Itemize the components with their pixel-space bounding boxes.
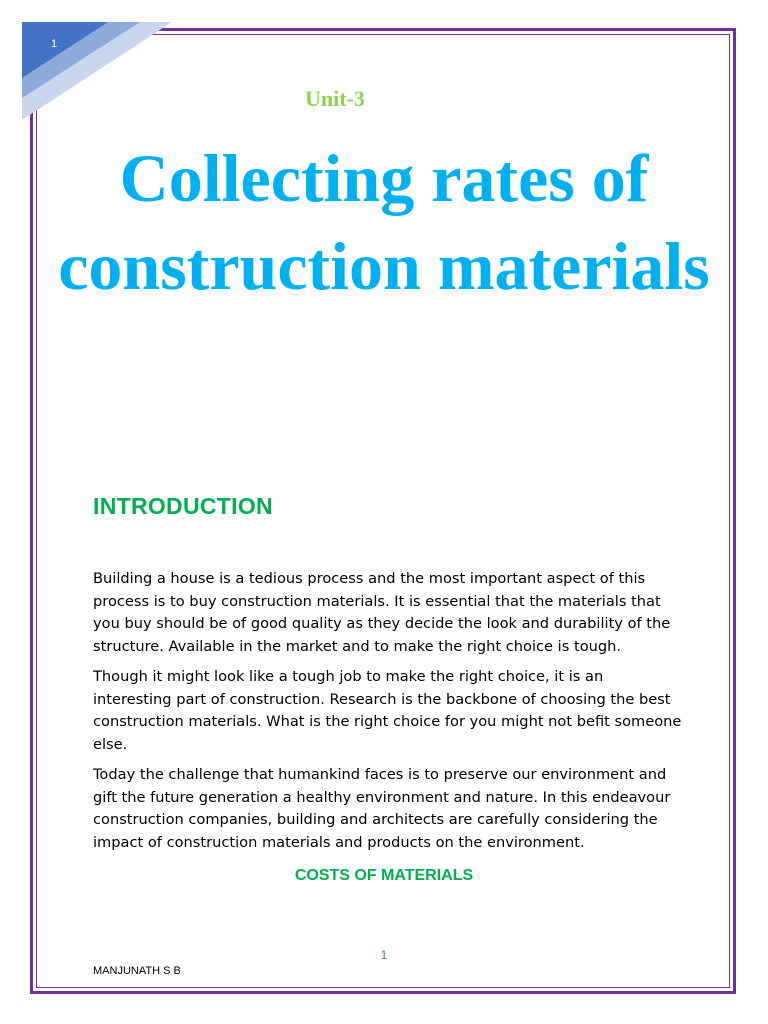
costs-heading: COSTS OF MATERIALS bbox=[294, 867, 474, 884]
body-text bbox=[93, 568, 683, 862]
paragraph: Building a house is a tedious process and the most important aspect of this process is to buy construction materials. It is essential that the materials that you buy should be of good quality as they decide the look and durability of the structure. Available in the market and to make the right choice is tough. bbox=[93, 570, 671, 655]
footer-author: MANJUNATH S B bbox=[93, 965, 181, 977]
paragraph: Though it might look like a tough job to make the right choice, it is an interesting part of construction. Research is the backbone of choosing the best construction materials. What is the right choice for you might not befit someone else. bbox=[93, 668, 682, 753]
introduction-heading: INTRODUCTION bbox=[93, 493, 273, 519]
document-title: Collecting rates of construction materials bbox=[58, 140, 710, 304]
unit-label: Unit-3 bbox=[305, 86, 365, 111]
corner-page-number: 1 bbox=[51, 38, 58, 50]
footer-page-number: 1 bbox=[380, 948, 388, 962]
paragraph: Today the challenge that humankind faces is to preserve our environment and gift the future generation a healthy environment and nature. In this endeavour construction companies, building and architects are carefully considering the impact of construction materials and products on the environment. bbox=[93, 766, 671, 851]
